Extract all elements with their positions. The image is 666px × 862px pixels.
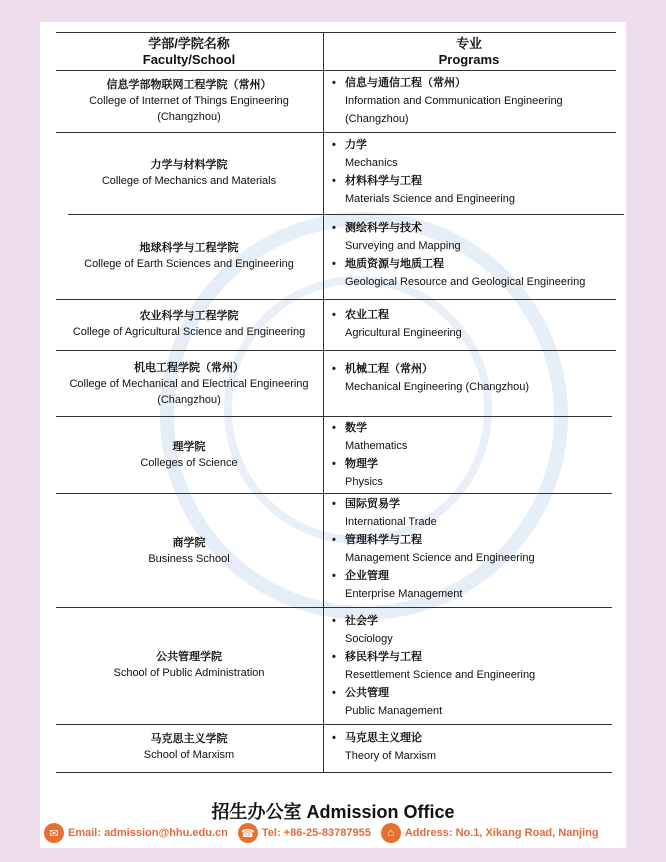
faculty-name-zh: 农业科学与工程学院: [139, 310, 239, 322]
row-divider: [56, 416, 612, 417]
faculty-name-en: Business School: [148, 553, 230, 565]
program-name-zh: • 物理学: [332, 455, 622, 473]
program-name-en: Mechanical Engineering (Changzhou): [345, 381, 530, 393]
program-name-zh: • 地质资源与地质工程: [332, 255, 622, 273]
program-name-en: Mathematics: [345, 440, 408, 452]
program-name-en: Enterprise Management: [345, 588, 463, 600]
row-divider: [68, 214, 624, 215]
program-name-zh: • 企业管理: [332, 567, 622, 585]
faculty-cell: [56, 240, 322, 272]
faculty-name-en: School of Public Administration: [113, 667, 265, 679]
program-name-zh: • 农业工程: [332, 306, 622, 324]
row-divider: [56, 607, 612, 608]
email-text[interactable]: Email: admission@hhu.edu.cn: [68, 827, 228, 839]
programs-cell: [332, 136, 622, 208]
program-name-en: Physics: [345, 476, 383, 488]
program-name-en: Resettlement Science and Engineering: [345, 669, 536, 681]
program-name-en: Mechanics: [345, 157, 398, 169]
programs-cell: [332, 612, 622, 720]
program-name-en: Management Science and Engineering: [345, 552, 535, 564]
program-name-zh: • 信息与通信工程（常州）: [332, 74, 622, 92]
faculty-column-header: [56, 36, 322, 68]
program-name-en: Theory of Marxism: [345, 750, 437, 762]
phone-icon: ☎: [238, 823, 258, 843]
row-divider: [56, 724, 612, 725]
faculty-name-zh: 马克思主义学院: [150, 733, 228, 745]
program-name-en: Information and Communication Engineering (Changzhou): [345, 95, 563, 125]
contact-bar: [44, 822, 624, 844]
row-divider: [56, 132, 616, 133]
faculty-cell: [56, 157, 322, 189]
program-name-zh: • 数学: [332, 419, 622, 437]
admission-office-title: 招生办公室 Admission Office: [211, 802, 455, 822]
faculty-cell: [56, 308, 322, 340]
programs-cell: [332, 495, 622, 603]
program-name-zh: • 管理科学与工程: [332, 531, 622, 549]
program-name-en: Sociology: [345, 633, 393, 645]
home-icon: ⌂: [381, 823, 401, 843]
address-text: Address: No.1, Xikang Road, Nanjing: [404, 827, 599, 839]
programs-cell: [332, 360, 622, 396]
row-divider: [56, 70, 616, 71]
programs-cell: [332, 729, 622, 765]
faculty-cell: [56, 77, 322, 125]
program-name-zh: • 测绘科学与技术: [332, 219, 622, 237]
envelope-icon: ✉: [44, 823, 64, 843]
row-divider: [56, 299, 616, 300]
faculty-name-zh: 公共管理学院: [156, 651, 222, 663]
program-name-zh: • 材料科学与工程: [332, 172, 622, 190]
program-name-en: International Trade: [345, 516, 437, 528]
row-divider: [56, 350, 616, 351]
table-top-border: [56, 32, 616, 33]
faculty-name-zh: 力学与材料学院: [150, 159, 228, 171]
faculty-cell: [56, 439, 322, 471]
row-divider: [56, 493, 612, 494]
program-name-en: Geological Resource and Geological Engineering: [345, 276, 586, 288]
program-name-zh: • 机械工程（常州）: [332, 360, 622, 378]
faculty-name-zh: 地球科学与工程学院: [139, 242, 239, 254]
admission-document: [40, 22, 626, 848]
faculty-name-zh: 信息学部物联网工程学院（常州）: [106, 79, 272, 91]
programs-cell: [332, 74, 622, 128]
faculty-name-zh: 机电工程学院（常州）: [134, 362, 244, 374]
program-name-en: Agricultural Engineering: [345, 327, 462, 339]
program-name-zh: • 移民科学与工程: [332, 648, 622, 666]
faculty-name-zh: 理学院: [172, 441, 206, 453]
programs-header-zh: 专业: [455, 36, 482, 51]
program-name-zh: • 社会学: [332, 612, 622, 630]
faculty-cell: [56, 360, 322, 408]
program-name-en: Materials Science and Engineering: [345, 193, 515, 205]
faculty-header-zh: 学部/学院名称: [148, 36, 230, 51]
program-name-zh: • 力学: [332, 136, 622, 154]
faculty-name-en: College of Earth Sciences and Engineering: [84, 258, 294, 270]
programs-column-header: [324, 36, 614, 68]
programs-cell: [332, 219, 622, 291]
programs-header-en: Programs: [438, 52, 500, 67]
faculty-name-en: School of Marxism: [143, 749, 235, 761]
email-contact[interactable]: [44, 823, 228, 843]
program-name-en: Surveying and Mapping: [345, 240, 461, 252]
column-divider: [323, 32, 324, 772]
faculty-header-en: Faculty/School: [142, 52, 236, 67]
faculty-name-zh: 商学院: [172, 537, 206, 549]
faculty-cell: [56, 731, 322, 763]
program-name-en: Public Management: [345, 705, 443, 717]
faculty-name-en: Colleges of Science: [140, 457, 238, 469]
program-name-zh: • 国际贸易学: [332, 495, 622, 513]
faculty-name-en: College of Mechanics and Materials: [101, 175, 277, 187]
tel-contact[interactable]: [238, 823, 371, 843]
address-contact: [381, 823, 599, 843]
table-bottom-border: [56, 772, 612, 773]
program-name-zh: • 马克思主义理论: [332, 729, 622, 747]
faculty-name-en: College of Internet of Things Engineering (Changzhou): [89, 95, 289, 123]
faculty-cell: [56, 535, 322, 567]
programs-cell: [332, 419, 622, 491]
faculty-name-en: College of Agricultural Science and Engineering: [72, 326, 306, 338]
programs-cell: [332, 306, 622, 342]
program-name-zh: • 公共管理: [332, 684, 622, 702]
faculty-cell: [56, 649, 322, 681]
faculty-name-en: College of Mechanical and Electrical Engineering (Changzhou): [69, 378, 309, 406]
tel-text[interactable]: Tel: +86-25-83787955: [261, 827, 371, 839]
